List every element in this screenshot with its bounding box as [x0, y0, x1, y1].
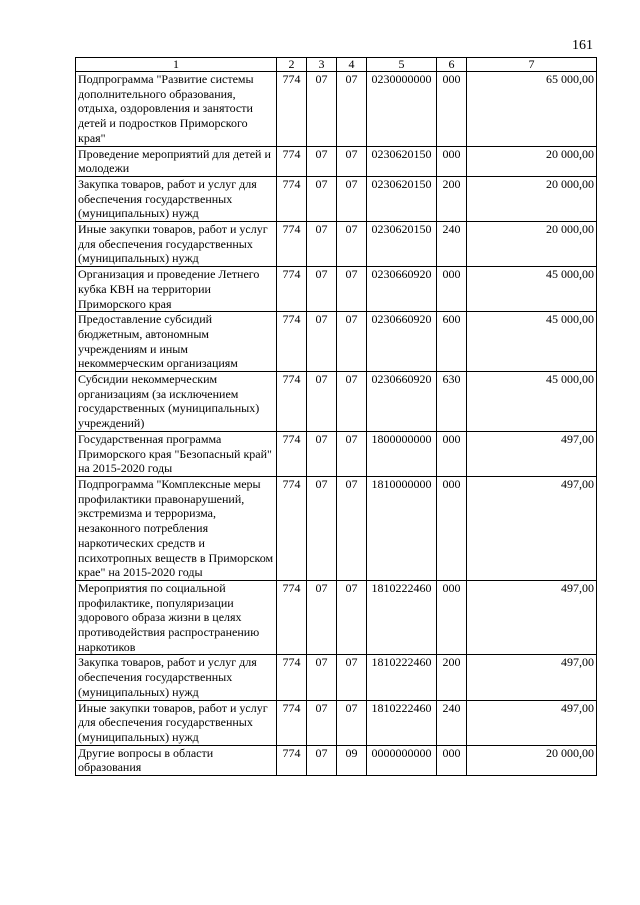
row-name: Подпрограмма "Комплексные меры профилактики правонарушений, экстремизма и терроризма, незаконного потребления наркотических средств и психотропных веществ в Приморском крае" на 2015-2020 годы — [76, 476, 277, 580]
row-code-2: 774 — [277, 222, 307, 267]
row-code-6: 240 — [437, 222, 467, 267]
row-amount: 20 000,00 — [467, 146, 597, 176]
row-code-5: 0230660920 — [367, 372, 437, 432]
row-code-3: 07 — [307, 655, 337, 700]
row-name: Иные закупки товаров, работ и услуг для обеспечения государственных (муниципальных) нужд — [76, 222, 277, 267]
table-header-row — [76, 58, 597, 72]
row-name: Государственная программа Приморского края "Безопасный край" на 2015-2020 годы — [76, 431, 277, 476]
row-code-4: 07 — [337, 267, 367, 312]
row-code-3: 07 — [307, 580, 337, 655]
row-amount: 20 000,00 — [467, 222, 597, 267]
row-name: Другие вопросы в области образования — [76, 745, 277, 775]
row-code-3: 07 — [307, 431, 337, 476]
row-amount: 65 000,00 — [467, 72, 597, 147]
row-code-4: 07 — [337, 431, 367, 476]
row-code-5: 0230620150 — [367, 222, 437, 267]
header-col-1: 1 — [76, 58, 277, 72]
row-code-6: 000 — [437, 146, 467, 176]
table-row — [76, 745, 597, 775]
row-code-5: 0230000000 — [367, 72, 437, 147]
header-col-5: 5 — [367, 58, 437, 72]
table-row — [76, 700, 597, 745]
row-code-4: 07 — [337, 372, 367, 432]
row-name: Проведение мероприятий для детей и молодежи — [76, 146, 277, 176]
header-col-6: 6 — [437, 58, 467, 72]
row-code-6: 000 — [437, 745, 467, 775]
table-row — [76, 580, 597, 655]
row-code-3: 07 — [307, 372, 337, 432]
row-code-2: 774 — [277, 146, 307, 176]
page-number: 161 — [572, 38, 593, 53]
row-code-6: 000 — [437, 431, 467, 476]
row-amount: 497,00 — [467, 431, 597, 476]
row-code-4: 07 — [337, 655, 367, 700]
row-name: Закупка товаров, работ и услуг для обеспечения государственных (муниципальных) нужд — [76, 176, 277, 221]
row-amount: 20 000,00 — [467, 176, 597, 221]
row-code-6: 630 — [437, 372, 467, 432]
row-code-3: 07 — [307, 146, 337, 176]
row-code-5: 1810222460 — [367, 700, 437, 745]
row-code-2: 774 — [277, 700, 307, 745]
row-code-3: 07 — [307, 312, 337, 372]
row-code-3: 07 — [307, 222, 337, 267]
row-code-4: 07 — [337, 176, 367, 221]
row-code-5: 1810000000 — [367, 476, 437, 580]
row-name: Подпрограмма "Развитие системы дополнительного образования, отдыха, оздоровления и занятости детей и подростков Приморского края" — [76, 72, 277, 147]
table-row — [76, 476, 597, 580]
table-row — [76, 222, 597, 267]
header-col-4: 4 — [337, 58, 367, 72]
row-code-4: 09 — [337, 745, 367, 775]
row-code-2: 774 — [277, 312, 307, 372]
row-code-6: 000 — [437, 72, 467, 147]
row-code-2: 774 — [277, 72, 307, 147]
row-code-3: 07 — [307, 476, 337, 580]
row-code-5: 0000000000 — [367, 745, 437, 775]
row-code-4: 07 — [337, 476, 367, 580]
row-code-2: 774 — [277, 655, 307, 700]
row-code-5: 0230660920 — [367, 312, 437, 372]
row-code-2: 774 — [277, 176, 307, 221]
row-code-5: 0230620150 — [367, 146, 437, 176]
table-row — [76, 267, 597, 312]
row-name: Мероприятия по социальной профилактике, популяризации здорового образа жизни в целях противодействия распространению наркотиков — [76, 580, 277, 655]
row-amount: 497,00 — [467, 655, 597, 700]
row-code-3: 07 — [307, 176, 337, 221]
row-code-4: 07 — [337, 72, 367, 147]
row-amount: 497,00 — [467, 700, 597, 745]
row-code-2: 774 — [277, 267, 307, 312]
row-amount: 45 000,00 — [467, 267, 597, 312]
table-row — [76, 431, 597, 476]
header-col-3: 3 — [307, 58, 337, 72]
row-name: Иные закупки товаров, работ и услуг для обеспечения государственных (муниципальных) нужд — [76, 700, 277, 745]
row-code-6: 240 — [437, 700, 467, 745]
row-code-5: 0230660920 — [367, 267, 437, 312]
table-row — [76, 72, 597, 147]
row-code-2: 774 — [277, 580, 307, 655]
row-code-6: 200 — [437, 655, 467, 700]
table-row — [76, 372, 597, 432]
row-name: Организация и проведение Летнего кубка КВН на территории Приморского края — [76, 267, 277, 312]
header-col-7: 7 — [467, 58, 597, 72]
row-amount: 20 000,00 — [467, 745, 597, 775]
row-code-5: 1810222460 — [367, 655, 437, 700]
row-code-6: 000 — [437, 476, 467, 580]
row-code-5: 1810222460 — [367, 580, 437, 655]
row-code-2: 774 — [277, 372, 307, 432]
header-col-2: 2 — [277, 58, 307, 72]
row-amount: 497,00 — [467, 476, 597, 580]
row-name: Закупка товаров, работ и услуг для обеспечения государственных (муниципальных) нужд — [76, 655, 277, 700]
row-code-6: 600 — [437, 312, 467, 372]
row-code-4: 07 — [337, 312, 367, 372]
row-amount: 497,00 — [467, 580, 597, 655]
row-code-4: 07 — [337, 700, 367, 745]
table-row — [76, 176, 597, 221]
row-code-3: 07 — [307, 745, 337, 775]
row-code-3: 07 — [307, 267, 337, 312]
row-code-4: 07 — [337, 146, 367, 176]
budget-table — [75, 57, 597, 776]
row-code-4: 07 — [337, 580, 367, 655]
row-code-6: 200 — [437, 176, 467, 221]
row-code-3: 07 — [307, 72, 337, 147]
row-code-5: 1800000000 — [367, 431, 437, 476]
row-amount: 45 000,00 — [467, 312, 597, 372]
row-name: Субсидии некоммерческим организациям (за исключением государственных (муниципальных) учреждений) — [76, 372, 277, 432]
row-amount: 45 000,00 — [467, 372, 597, 432]
table-row — [76, 312, 597, 372]
row-code-6: 000 — [437, 580, 467, 655]
row-code-2: 774 — [277, 431, 307, 476]
row-code-2: 774 — [277, 476, 307, 580]
row-code-5: 0230620150 — [367, 176, 437, 221]
row-name: Предоставление субсидий бюджетным, автономным учреждениям и иным некоммерческим организациям — [76, 312, 277, 372]
table-row — [76, 146, 597, 176]
row-code-6: 000 — [437, 267, 467, 312]
row-code-4: 07 — [337, 222, 367, 267]
row-code-2: 774 — [277, 745, 307, 775]
row-code-3: 07 — [307, 700, 337, 745]
table-row — [76, 655, 597, 700]
